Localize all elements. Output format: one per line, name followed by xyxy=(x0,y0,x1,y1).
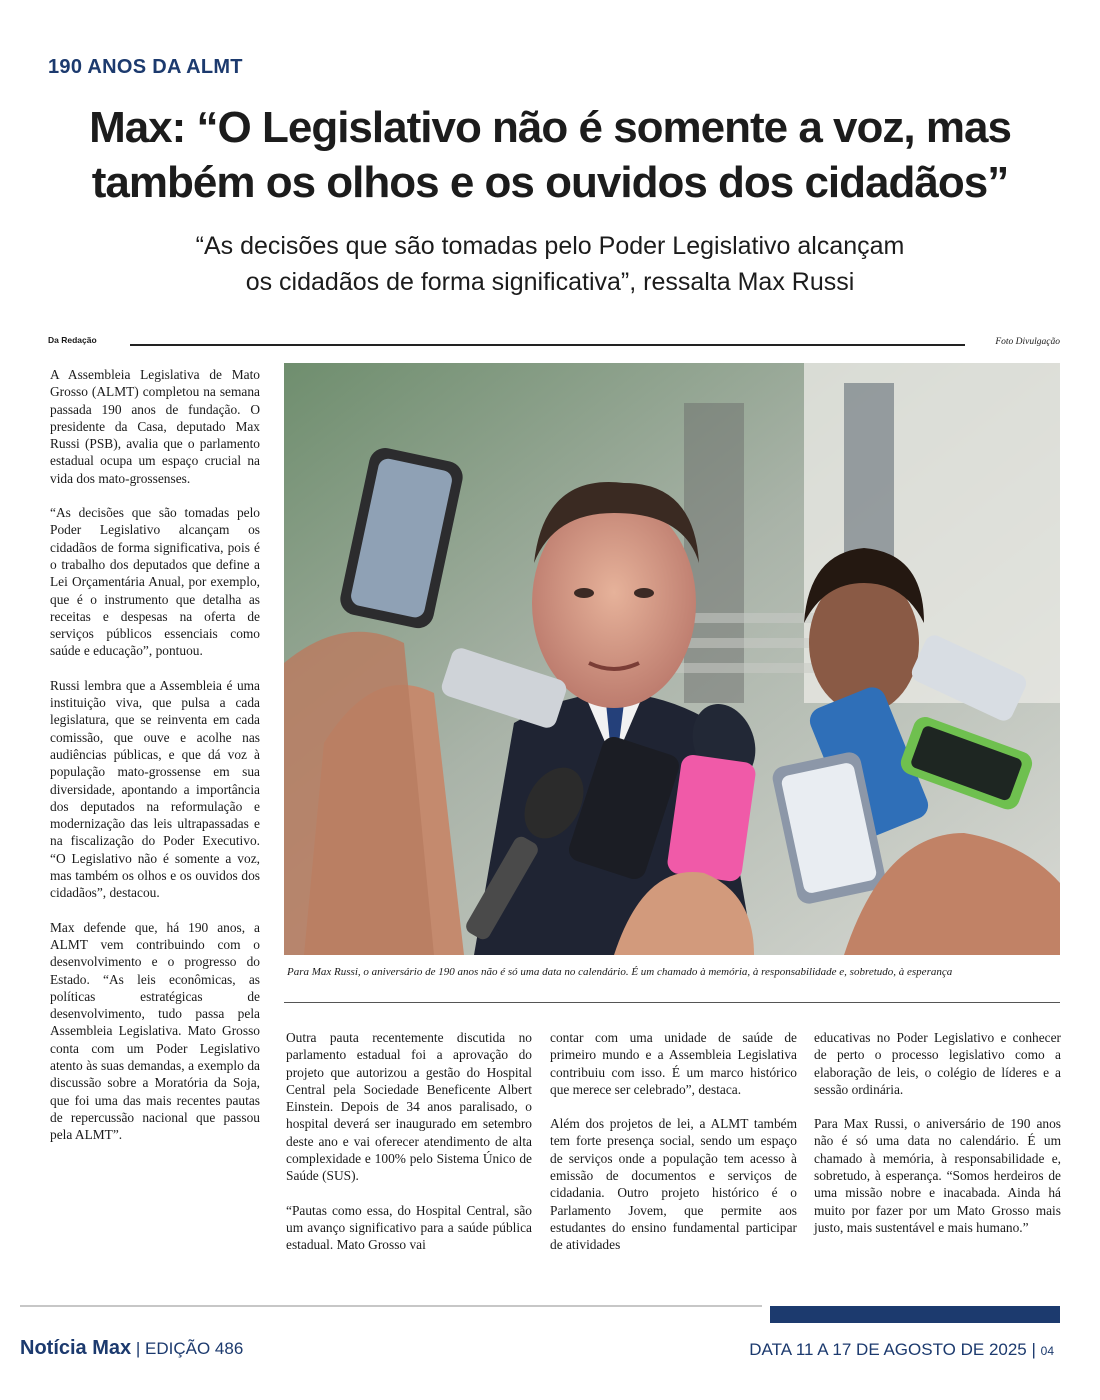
issue-date: DATA 11 A 17 DE AGOSTO DE 2025 | xyxy=(749,1340,1036,1359)
eye xyxy=(574,588,594,598)
publication-name: Notícia Max xyxy=(20,1337,132,1359)
paragraph: Outra pauta recentemente discutida no parlamento estadual foi a aprovação do projeto que autorizou a gestão do Hospital Central pela Sociedade Beneficente Albert Einstein. Depois de 34 anos paralisado, o hospital deverá ser inaugurado em setembro deste ano e vai oferecer atendimento de alta complexidade e 100% pelo Sistema Único de Saúde (SUS). xyxy=(286,1030,532,1184)
page-number: 04 xyxy=(1040,1344,1054,1358)
photo-caption: Para Max Russi, o aniversário de 190 anos não é só uma data no calendário. É um chamado à memória, à responsabilidade e, sobretudo, à esperança xyxy=(287,966,953,978)
section-label: 190 ANOS DA ALMT xyxy=(48,56,243,78)
byline: Da Redação xyxy=(48,335,97,345)
footer-publication xyxy=(20,1337,243,1360)
article-column-1 xyxy=(50,366,260,1160)
article-photo xyxy=(284,363,1060,955)
subheadline-line-2: os cidadãos de forma significativa”, ressalta Max Russi xyxy=(245,268,855,296)
edition-number: | EDIÇÃO 486 xyxy=(135,1339,244,1358)
byline-rule xyxy=(130,344,965,346)
paragraph: “As decisões que são tomadas pelo Poder Legislativo alcançam os cidadãos de forma significativa, pois é o trabalho dos deputados que define a Lei Orçamentária Anual, por exemplo, que é o instrumento que detalha as receitas e despesas na oferta de serviços públicos essenciais como saúde e educação”, pontuou. xyxy=(50,505,260,659)
article-column-4 xyxy=(814,1029,1061,1253)
paragraph: educativas no Poder Legislativo e conhecer de perto o processo legislativo como a elaboração de leis, o colégio de líderes e a sessão ordinária. xyxy=(814,1030,1061,1097)
article-column-3 xyxy=(550,1029,797,1271)
subheadline-line-1: “As decisões que são tomadas pelo Poder Legislativo alcançam xyxy=(195,232,905,260)
eye xyxy=(634,588,654,598)
footer-rule xyxy=(20,1305,762,1307)
paragraph: Para Max Russi, o aniversário de 190 anos não é só uma data no calendário. É um chamado à memória, à responsabilidade e, sobretudo, à esperança. “Somos herdeiros de uma missão nobre e inacabada. Ainda há muito por fazer por um Mato Grosso mais justo, mais sustentável e mais humano.” xyxy=(814,1116,1061,1235)
headline-line-1: Max: “O Legislativo não é somente a voz, mas xyxy=(89,103,1011,152)
footer-date xyxy=(749,1340,1054,1360)
article-column-2 xyxy=(286,1029,532,1271)
paragraph: contar com uma unidade de saúde de primeiro mundo e a Assembleia Legislativa contribuiu com isso. É um marco histórico que merece ser celebrado”, destaca. xyxy=(550,1030,797,1097)
caption-rule xyxy=(284,1002,1060,1003)
headline xyxy=(20,100,1080,210)
photo-credit: Foto Divulgação xyxy=(995,337,1060,347)
headline-line-2: também os olhos e os ouvidos dos cidadãos” xyxy=(91,158,1009,207)
paragraph: “Pautas como essa, do Hospital Central, são um avanço significativo para a saúde pública estadual. Mato Grosso vai xyxy=(286,1202,532,1253)
press-scrum-illustration xyxy=(284,363,1060,955)
footer-accent-bar xyxy=(770,1306,1060,1323)
background-figure xyxy=(684,403,744,703)
subheadline xyxy=(30,228,1070,300)
paragraph: Além dos projetos de lei, a ALMT também tem forte presença social, sendo um espaço de serviços onde a população tem acesso à emissão de documentos e serviços de cidadania. Outro projeto histórico é o Parlamento Jovem, que permite aos estudantes do ensino fundamental participar de atividades xyxy=(550,1116,797,1253)
paragraph: A Assembleia Legislativa de Mato Grosso (ALMT) completou na semana passada 190 anos de fundação. O presidente da Casa, deputado Max Russi (PSB), avalia que o parlamento estadual ocupa um espaço crucial na vida dos mato-grossenses. xyxy=(50,367,260,486)
paragraph: Russi lembra que a Assembleia é uma instituição viva, que pulsa a cada legislatura, que se reinventa em cada comissão, que ouve e acolhe nas audiências públicas, e que dá voz à população mato-grossense em sua diversidade, apontando a importância dos deputados na reformulação e modernização das leis ultrapassadas e na fiscalização do Poder Executivo. “O Legislativo não é somente a voz, mas também os olhos e os ouvidos dos cidadãos”, destacou. xyxy=(50,677,260,901)
paragraph: Max defende que, há 190 anos, a ALMT vem contribuindo com o desenvolvimento e o progresso do Estado. “As leis econômicas, as políticas estratégicas de desenvolvimento, tudo passa pela Assembleia Legislativa. Mato Grosso conta com um Poder Legislativo atento às suas demandas, a exemplo da discussão sobre a Moratória da Soja, que foi uma das mais recentes pautas de repercussão nacional que passou pela ALMT”. xyxy=(50,919,260,1143)
